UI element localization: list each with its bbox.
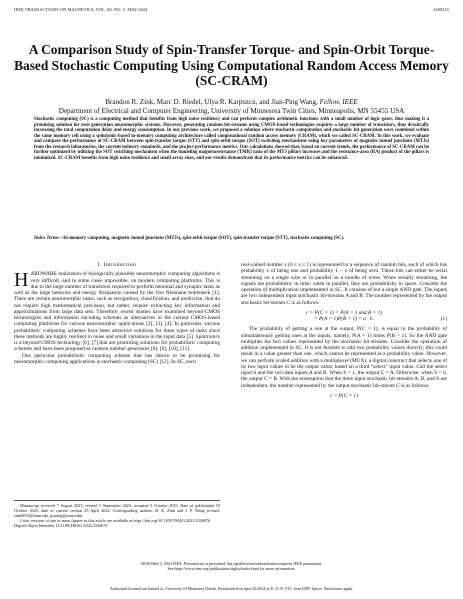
- equation-1-line-2: [241, 316, 447, 322]
- issn-line: 0018-9464 © 2023 IEEE. Personal use is permitted, but republication/redistribution requires IEEE permission.: [140, 561, 323, 566]
- fellow-title: Fellow, IEEE: [319, 98, 358, 106]
- article-number: 3400215: [433, 7, 449, 12]
- drop-cap: H: [14, 269, 29, 292]
- footnote: [14, 500, 220, 528]
- rights-line: See https://www.ieee.org/publications/rights/index.html for more information.: [167, 566, 296, 571]
- running-header: [14, 7, 449, 12]
- index-terms-text: —In-memory computing, magnetic tunnel junctions (MTJs), spin-orbit torque (SOT), spin-transfer torque (STT), stochastic computing (SC).: [58, 236, 345, 241]
- copyright-notice: [14, 561, 449, 571]
- journal-header: IEEE TRANSACTIONS ON MAGNETICS, VOL. 60, NO. 5, MAY 2024: [14, 7, 148, 12]
- left-column: [14, 262, 220, 365]
- index-terms: [34, 236, 429, 242]
- right-paragraph-2: The probability of getting a one at the output, P(C = 1), is equal to the probability of simultaneously getting ones at the inputs, namely, P(A = 1) times P(B = 1). So the AND gate multiplies the two values represented by the stochastic bit-streams. Consider the operation of addition implemented in SC. It is not feasible to add two probability values directly; this could result in a value greater than one, which cannot be represented as a probability value. However, we can perform scaled addition with a multiplexer (MUX), a digital construct that selects one of its two input values to be the output value, based on a third “select” input value. Call the select input S and the two data inputs A and B. When S = 1, the output C = A. Otherwise, when S = 0, the output C = B. With the assumption that the three input stochastic bit-streams A, B, and S are independent, the number represented by the output stochastic bit-stream C is as follows:: [241, 326, 447, 389]
- equation-1-line-2-text: = P(A = 1)P(B = 1) = a · b.: [314, 316, 374, 322]
- intro-paragraph-1-text: ARDWARE realization of biologically plausible neuromorphic computing algorithms is very difficult, and in some cases impossible, on modern computing platforms. This is due to the large number of transistors required to perform neuronal and synaptic tasks as well as the large latencies and energy dissipation caused by the Von Neumann bottleneck [1]. There are certain neuromorphic tasks, such as recognition, classification, and prediction, that do not require high mathematical precision, but rather, require extracting key information and approximations from large data sets. Therefore, recent studies have examined beyond-CMOS technologies and information encoding schemes as alternatives to the current CMOS-based computing platforms for various neuromorphic applications [2], [3], [4]. In particular, various probabilistic computing schemes have been attractive solutions for these types of tasks since these methods are highly resilient to noise and small variations in the input data [5]. Spintronics is a beyond-CMOS technology [6], [7] that are promising solutions for probabilistic computing schemes and have been proposed as random number generators [8], [9], [10], [11].: [14, 271, 220, 353]
- intro-paragraph-1: [14, 271, 220, 352]
- author-affiliation: Department of Electrical and Computer Engineering, University of Minnesota Twin Cities, Minneapolis, MN 55455 USA: [58, 106, 405, 115]
- paper-title: A Comparison Study of Spin-Transfer Torque- and Spin-Orbit Torque-Based Stochastic Computing Using Computational Random Access Memory (SC-CRAM): [14, 42, 449, 88]
- author-block: [14, 98, 449, 115]
- right-paragraph-1: real-valued number x (0 ≤ x ≤ 1) is represented by a sequence of random bits, each of which has probability x of being one and probability 1 − x of being zero. These bits can either be serial streaming on a single wire or in parallel on a bundle of wires. When serially streaming, the signals are probabilistic in time; when in parallel, they are probabilistic in space. Consider the operation of multiplication implemented in SC. It consists of but a single AND gate. The inputs are two independent input stochastic bit-streams A and B. The number represented by the output stochastic bit-stream C is as follows:: [241, 262, 447, 306]
- right-column: [241, 262, 447, 403]
- footnote-received: Manuscript received 7 August 2023; revised 5 September 2023; accepted 3 October 2023. Date of publication 19 October 2023; date of current version 25 April 2024. Corresponding authors: B. R. Zink and J. P. Wang (e-mail: zink0050@umn.edu; jpwang@umn.edu).: [14, 503, 220, 518]
- equation-number: (1): [440, 316, 447, 322]
- equation-1: [241, 310, 447, 323]
- footnote-doi: Digital Object Identifier 10.1109/TMAG.2023.3326076: [14, 523, 108, 528]
- section-heading: I. Introduction: [97, 262, 137, 268]
- abstract: [34, 117, 429, 161]
- equation-1-line-1: c = P(C = 1) = P(A = 1 and B = 1): [305, 309, 383, 316]
- footnote-color: Color versions of one or more figures in this article are available at https://doi.org/10.1109/TMAG.2023.3326076.: [20, 518, 212, 523]
- author-list: Brandon R. Zink, Marc D. Riedel, Ulya R. Karpuzcu, and Jian-Ping Wang,: [105, 98, 320, 106]
- equation-2: c = P(C = 1): [330, 392, 358, 399]
- abstract-text: Stochastic computing (SC) is a computing method that benefits from high noise resiliency and can perform complex arithmetic functions with a small number of logic gates, thus making it a promising solution for next generation neuromorphic systems. However, generating random bit-streams using CMOS-based technologies requires a large number of transistors, thus drastically increasing the total computation delay and energy consumption. In our previous work, we proposed a solution where stochastic computation and stochastic bit generation were combined within the same memory cell using a spintronic-based in-memory computing architecture called computational random access memory (CRAM), which we called SC-CRAM. In this work, we evaluate and compare the performance of SC-CRAM between spin-transfer torque (STT) and spin-orbit torque (SOT) switching mechanisms using key parameters of magnetic tunnel junctions (MTJs) from the research laboratories, the current industry standards, and the project performance metrics. Our calculations showed that, based on current trends, the performance of SC-CRAM can be further optimized by utilizing the SOT switching mechanism when the tunneling magnetoresistance (TMR) ratio of the MTJ pillars increases and the resistance-area (RA) product of the pillars is minimized. SC-CRAM benefits from high noise resilience and small array sizes, and our results demonstrate that its performance metrics can be enhanced.: [34, 117, 429, 161]
- license-notice: Authorized licensed use limited to: University Of Minnesota Duluth. Downloaded on April 29,2024 at 21:27:51 UTC from IEEE Xplore. Restrictions apply.: [109, 587, 354, 591]
- index-terms-label: Index Terms: [34, 236, 59, 241]
- author-names: [14, 98, 449, 107]
- intro-paragraph-2: One particular probabilistic computing scheme that has shown to be promising for neuromorphic computing applications is stochastic computing (SC) [12]. In SC, each: [14, 352, 220, 365]
